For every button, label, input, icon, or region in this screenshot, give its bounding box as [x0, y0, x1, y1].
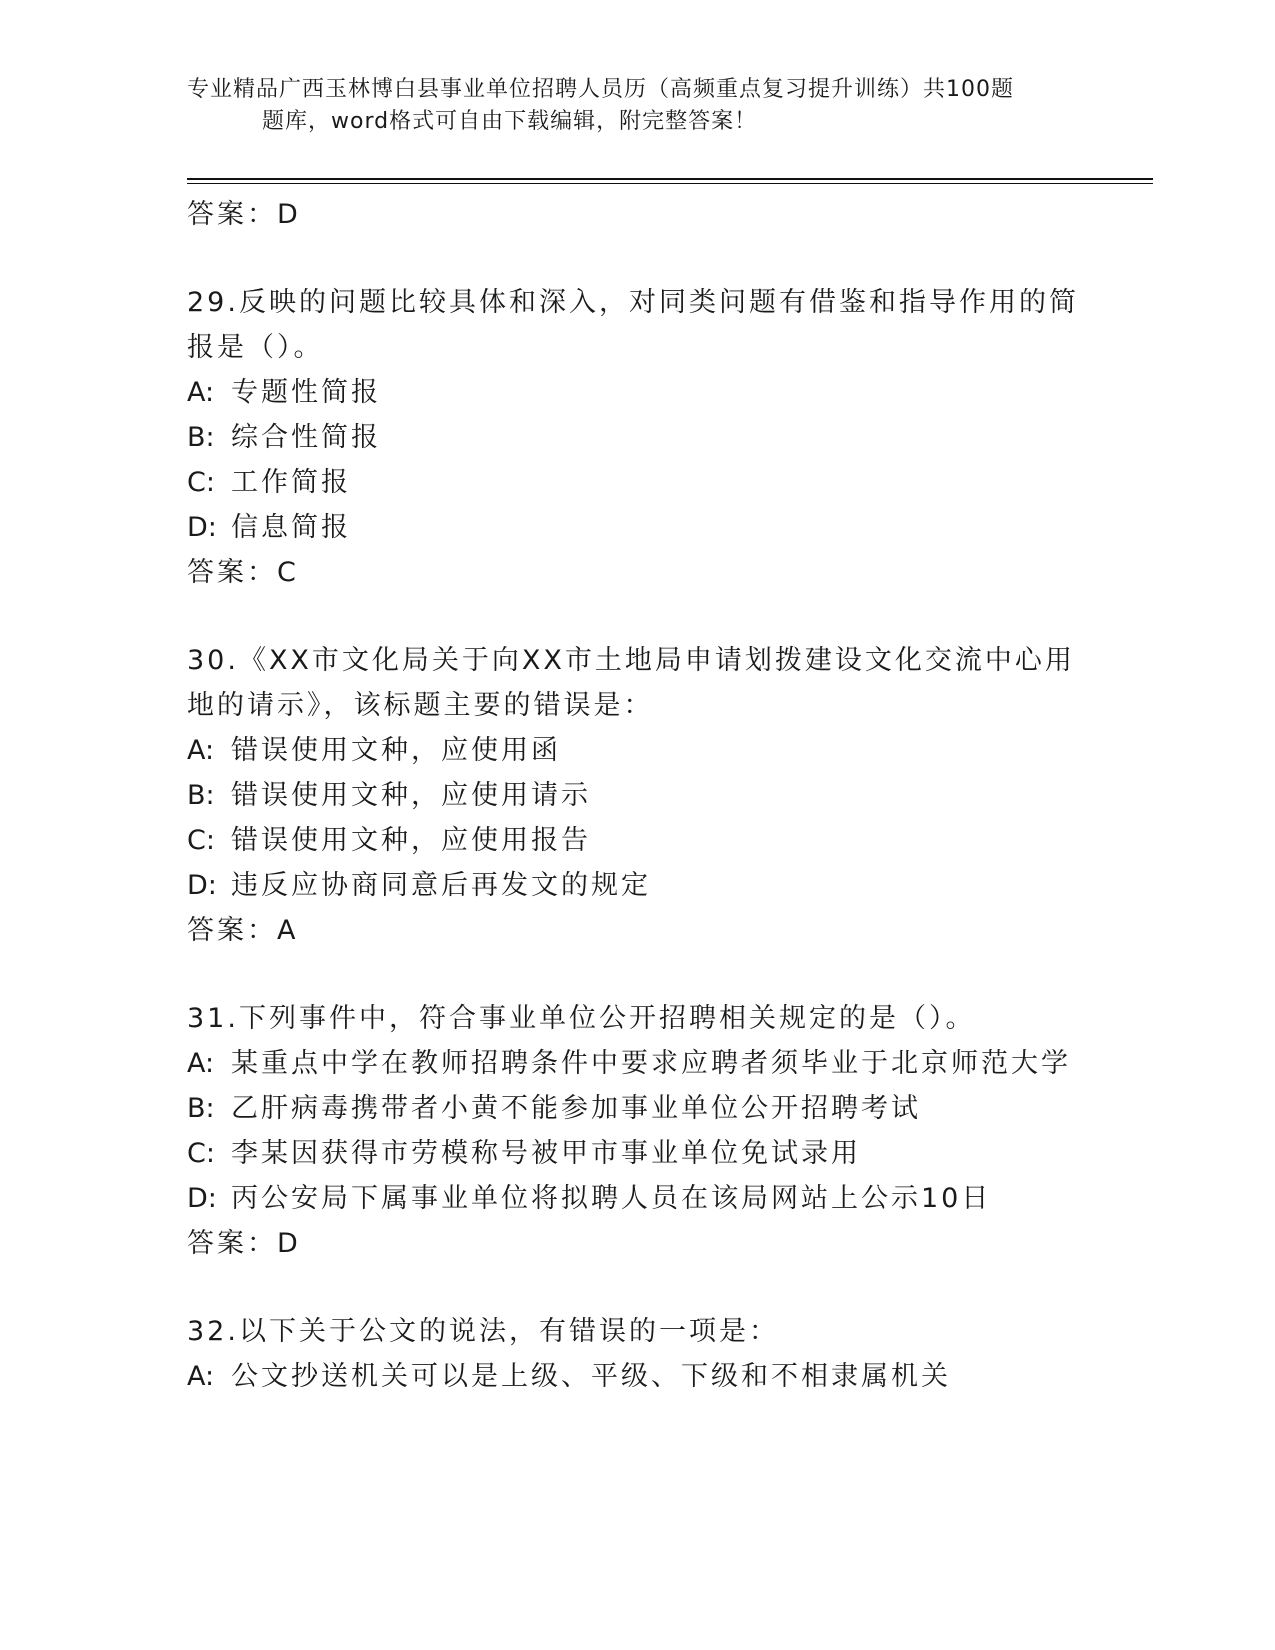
option-text: 错误使用文种，应使用报告	[231, 825, 591, 856]
option-letter: D:	[187, 512, 217, 543]
option-c	[187, 818, 1087, 863]
question-block-32	[187, 1309, 1087, 1399]
option-c	[187, 1131, 1087, 1176]
answer-line: 答案：A	[187, 915, 299, 946]
option-a	[187, 728, 1087, 773]
option-d	[187, 863, 1087, 908]
option-text: 错误使用文种，应使用请示	[231, 780, 591, 811]
option-letter: A:	[187, 377, 215, 408]
option-letter: A:	[187, 1048, 215, 1079]
question-block-29	[187, 280, 1087, 596]
option-text: 信息简报	[231, 512, 351, 543]
answer-line: 答案：C	[187, 557, 299, 588]
option-b	[187, 1086, 1087, 1131]
option-text: 错误使用文种，应使用函	[231, 735, 561, 766]
option-text: 乙肝病毒携带者小黄不能参加事业单位公开招聘考试	[231, 1093, 921, 1124]
option-letter: A:	[187, 735, 215, 766]
option-text: 丙公安局下属事业单位将拟聘人员在该局网站上公示10日	[231, 1183, 992, 1214]
question-stem: 29.反映的问题比较具体和深入，对同类问题有借鉴和指导作用的简报是（）。	[187, 287, 1079, 363]
option-letter: B:	[187, 422, 215, 453]
option-c	[187, 460, 1087, 505]
answer-line: 答案：D	[187, 1228, 301, 1259]
option-text: 违反应协商同意后再发文的规定	[231, 870, 651, 901]
header-title-line1: 专业精品广西玉林博白县事业单位招聘人员历（高频重点复习提升训练）共100题	[187, 77, 1014, 102]
header-divider-thick	[187, 178, 1153, 180]
option-letter: D:	[187, 1183, 217, 1214]
option-b	[187, 415, 1087, 460]
option-letter: D:	[187, 870, 217, 901]
option-d	[187, 505, 1087, 550]
option-text: 某重点中学在教师招聘条件中要求应聘者须毕业于北京师范大学	[231, 1048, 1071, 1079]
option-letter: C:	[187, 825, 215, 856]
header-divider-thin	[187, 183, 1153, 184]
option-d	[187, 1176, 1087, 1221]
option-letter: C:	[187, 467, 215, 498]
question-list	[187, 190, 1087, 1399]
question-stem: 30.《XX市文化局关于向XX市土地局申请划拨建设文化交流中心用地的请示》，该标题主要的错误是：	[187, 645, 1075, 721]
option-text: 专题性简报	[231, 377, 381, 408]
option-a	[187, 1354, 1087, 1399]
option-text: 综合性简报	[231, 422, 381, 453]
header-title-line2: 题库，word格式可自由下载编辑，附完整答案！	[262, 109, 758, 134]
option-text: 李某因获得市劳模称号被甲市事业单位免试录用	[231, 1138, 861, 1169]
option-letter: A:	[187, 1361, 215, 1392]
option-a	[187, 1041, 1087, 1086]
question-block-31	[187, 996, 1087, 1267]
option-text: 工作简报	[231, 467, 351, 498]
option-letter: B:	[187, 780, 215, 811]
option-letter: C:	[187, 1138, 215, 1169]
option-text: 公文抄送机关可以是上级、平级、下级和不相隶属机关	[231, 1361, 951, 1392]
question-stem: 32.以下关于公文的说法，有错误的一项是：	[187, 1316, 779, 1347]
document-header	[187, 74, 1087, 138]
question-stem: 31.下列事件中，符合事业单位公开招聘相关规定的是（）。	[187, 1003, 976, 1034]
option-letter: B:	[187, 1093, 215, 1124]
answer-line: 答案：D	[187, 199, 301, 230]
option-b	[187, 773, 1087, 818]
question-block-30	[187, 638, 1087, 954]
option-a	[187, 370, 1087, 415]
